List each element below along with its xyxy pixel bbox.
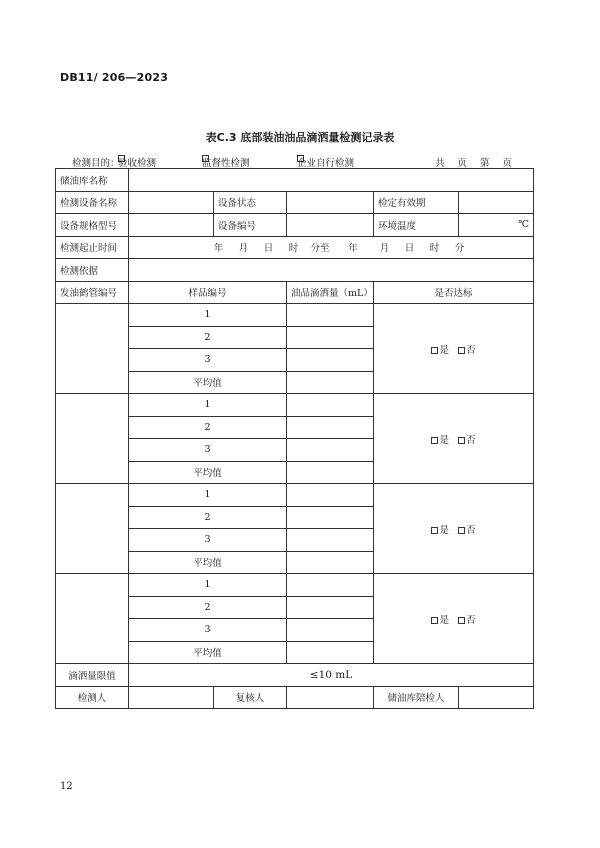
basis-label: 检测依据 [56,259,129,282]
spill-field[interactable] [287,619,374,642]
reviewer-label: 复核人 [214,686,287,709]
spill-field[interactable] [287,506,374,529]
purpose-label: 检测目的： [72,158,120,169]
checkbox-icon[interactable] [458,617,465,624]
table-row [56,484,534,507]
table-row [56,236,534,259]
device-name-label: 检测设备名称 [56,191,129,214]
accompany-field[interactable] [459,686,534,709]
pass-choice [374,394,534,484]
average-field[interactable] [287,371,374,394]
env-temp-field[interactable]: ℃ [459,214,534,237]
sample-no: 3 [129,349,287,372]
checkbox-icon[interactable] [431,347,438,354]
average-label: 平均值 [129,641,287,664]
sample-no: 1 [129,484,287,507]
average-label: 平均值 [129,551,287,574]
calib-valid-label: 检定有效期 [374,191,459,214]
spill-field[interactable] [287,574,374,597]
sample-no: 1 [129,394,287,417]
pass-header: 是否达标 [374,281,534,304]
record-table [55,168,534,709]
sample-no: 3 [129,619,287,642]
time-label: 检测起止时间 [56,236,129,259]
device-status-label: 设备状态 [214,191,287,214]
sample-no: 2 [129,416,287,439]
device-model-field[interactable] [129,214,214,237]
sample-no: 2 [129,506,287,529]
device-model-label: 设备规格型号 [56,214,129,237]
spill-field[interactable] [287,304,374,327]
pass-yes[interactable]: 是 [431,435,449,446]
checkbox-icon[interactable] [431,437,438,444]
pass-yes[interactable]: 是 [431,345,449,356]
checkbox-icon[interactable] [458,347,465,354]
spill-field[interactable] [287,484,374,507]
spill-field[interactable] [287,326,374,349]
device-no-field[interactable] [287,214,374,237]
arm-no-field[interactable] [56,304,129,394]
storage-name-field[interactable] [129,169,534,192]
average-label: 平均值 [129,461,287,484]
checkbox-icon[interactable] [431,617,438,624]
device-name-field[interactable] [129,191,214,214]
spill-field[interactable] [287,596,374,619]
sample-no: 3 [129,439,287,462]
device-status-field[interactable] [287,191,374,214]
table-row [56,686,534,709]
spill-header: 油品滴洒量（mL） [287,281,374,304]
checkbox-icon[interactable] [431,527,438,534]
spill-field[interactable] [287,394,374,417]
sample-no: 2 [129,596,287,619]
time-range-field[interactable]: 年 月 日 时 分至 年 月 日 时 分 [129,236,534,259]
spill-field[interactable] [287,529,374,552]
table-header-row [56,281,534,304]
pass-no[interactable]: 否 [458,345,476,356]
table-row [56,169,534,192]
purpose-line: 检测目的： 验收检测 监督性检测 企业自行检测 [72,155,532,167]
average-field[interactable] [287,641,374,664]
limit-value: ≤10 mL [129,664,534,687]
table-row [56,259,534,282]
table-row [56,214,534,237]
table-row [56,191,534,214]
pass-choice [374,484,534,574]
pass-yes[interactable]: 是 [431,525,449,536]
arm-no-field[interactable] [56,574,129,664]
table-row [56,304,534,327]
average-field[interactable] [287,461,374,484]
arm-no-field[interactable] [56,484,129,574]
spill-field[interactable] [287,349,374,372]
env-temp-label: 环境温度 [374,214,459,237]
checkbox-icon[interactable] [458,437,465,444]
table-row [56,394,534,417]
inspector-label: 检测人 [56,686,129,709]
accompany-label: 储油库陪检人 [374,686,459,709]
table-row [56,664,534,687]
sample-no: 2 [129,326,287,349]
sample-no: 1 [129,574,287,597]
average-label: 平均值 [129,371,287,394]
table-title: 表C.3 底部装油油品滴洒量检测记录表 [205,131,395,144]
checkbox-icon[interactable] [458,527,465,534]
sample-no-header: 样品编号 [129,281,287,304]
sample-no: 1 [129,304,287,327]
arm-no-field[interactable] [56,394,129,484]
document-id: DB11/ 206—2023 [60,71,169,84]
pass-no[interactable]: 否 [458,615,476,626]
page-number: 12 [60,781,73,792]
spill-field[interactable] [287,416,374,439]
average-field[interactable] [287,551,374,574]
pass-no[interactable]: 否 [458,525,476,536]
device-no-label: 设备编号 [214,214,287,237]
arm-no-header: 发油鹤管编号 [56,281,129,304]
basis-field[interactable] [129,259,534,282]
calib-valid-field[interactable] [459,191,534,214]
pass-choice [374,574,534,664]
inspector-field[interactable] [129,686,214,709]
limit-label: 滴洒量限值 [56,664,129,687]
pass-no[interactable]: 否 [458,435,476,446]
spill-field[interactable] [287,439,374,462]
table-row [56,574,534,597]
page-count: 共 页 第 页 [435,158,513,169]
reviewer-field[interactable] [287,686,374,709]
pass-choice [374,304,534,394]
sample-no: 3 [129,529,287,552]
pass-yes[interactable]: 是 [431,615,449,626]
storage-name-label: 储油库名称 [56,169,129,192]
